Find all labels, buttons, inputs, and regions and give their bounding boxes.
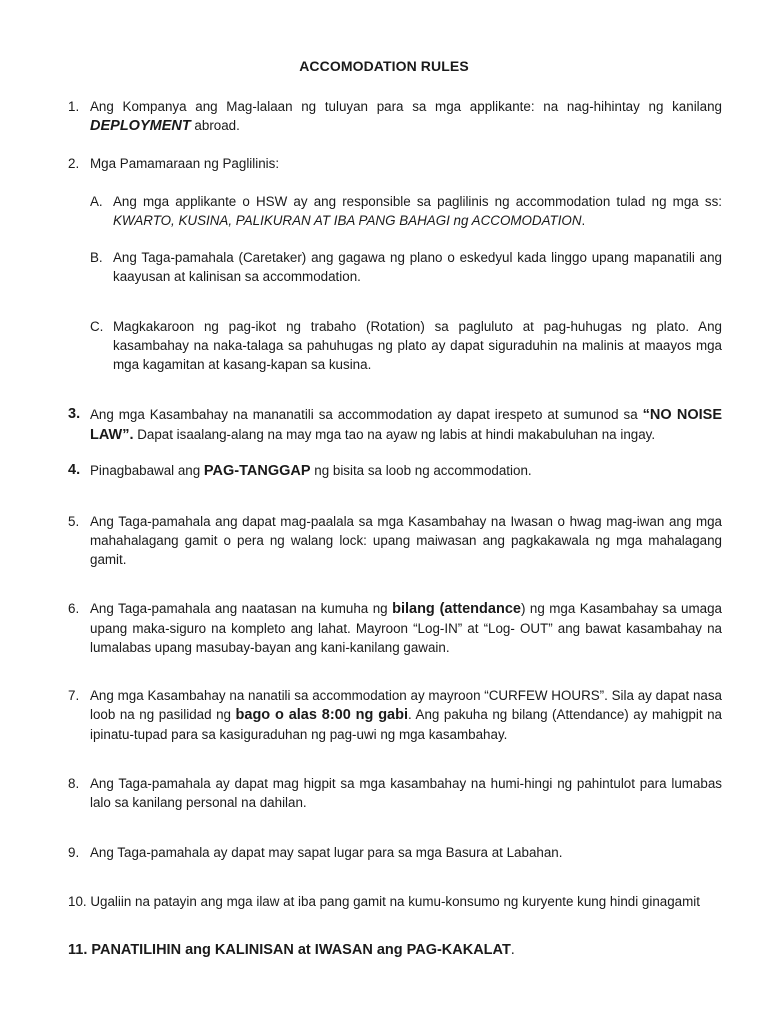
sub-rule-letter: C. [90, 319, 104, 334]
rule-text [90, 843, 722, 862]
emphasis: PAG-TANGGAP [203, 463, 311, 479]
rule-text-part: Mga Pamamaraan ng Paglilinis: [90, 156, 280, 171]
rule-text-part: ) ng mga Kasambahay sa umaga upang maka-siguro na kompleto ang lahat. Mayroon “Log-IN” at “Log- OUT” ang bawat kasambahay na lumalabas upang masubay-bayan ang kani-kanilang gawain. [90, 601, 722, 655]
sub-rule-text [113, 248, 722, 286]
rule-1 [68, 97, 722, 136]
rule-text-part: . [581, 213, 586, 228]
rule-text [90, 97, 722, 136]
rule-text-part: Ang Taga-pamahala (Caretaker) ang gagawa ng plano o eskedyul kada linggo upang mapanatili ang kaayusan at kalinisan sa accommodation. [113, 250, 722, 284]
rule-text-part: Pinagbabawal ang [90, 463, 204, 478]
rule-text-part: Dapat isaalang-alang na may mga tao na ayaw ng labis at hindi makabuluhan na ingay. [133, 427, 656, 442]
emphasis: bago o alas 8:00 ng gabi [235, 707, 409, 723]
rule-11-text: 11. PANATILIHIN ang KALINISAN at IWASAN ang PAG-KAKALAT [68, 942, 511, 958]
rule-3 [68, 405, 722, 445]
emphasis: “NO NOISE LAW”. [90, 407, 723, 443]
rule-text-part: Ang Kompanya ang Mag-lalaan ng tuluyan para sa mga applikante: na nag-hihintay ng kanilang [90, 99, 722, 114]
rule-text-part: Ang Taga-pamahala ang naatasan na kumuha ng [90, 601, 393, 616]
rule-text [90, 599, 722, 657]
rule-number: 4. [68, 462, 81, 478]
rule-10 [68, 892, 728, 911]
rule-text-part: Ang mga Kasambahay na nanatili sa accommodation ay mayroon “CURFEW HOURS”. Sila ay dapat nasa loob na ng pasilidad ng [90, 688, 722, 722]
rule-text-part: Ang Taga-pamahala ay dapat may sapat lugar para sa mga Basura at Labahan. [90, 845, 563, 860]
rule-11-period: . [510, 942, 515, 958]
rule-number: 7. [68, 688, 80, 703]
rule-7 [68, 686, 722, 744]
rule-text [90, 686, 722, 744]
rule-6 [68, 599, 722, 657]
emphasis: bilang (attendance [392, 601, 521, 617]
rule-number: 2. [68, 156, 80, 171]
rule-number: 3. [68, 406, 81, 422]
rule-text-part: ng bisita sa loob ng accommodation. [310, 463, 532, 478]
sub-rule-text [113, 317, 722, 374]
rule-text [90, 461, 722, 481]
rule-text [90, 154, 722, 173]
rule-text-part: Ang mga Kasambahay na mananatili sa accommodation ay dapat irespeto at sumunod sa [90, 407, 643, 422]
rule-number: 8. [68, 776, 80, 791]
rule-text-part: Ugaliin na patayin ang mga ilaw at iba pang gamit na kumu-konsumo ng kuryente kung hindi ginagamit [90, 894, 700, 909]
rule-text-part: Ang Taga-pamahala ang dapat mag-paalala sa mga Kasambahay na Iwasan o hwag mag-iwan ang mga mahahalagang gamit o pera ng walang lock: upang maiwasan ang pagkakawala ng mga mahalagang gamit. [90, 514, 722, 567]
rule-number: 1. [68, 99, 80, 114]
sub-rule-letter: B. [90, 250, 103, 265]
emphasis: KWARTO, KUSINA, PALIKURAN AT IBA PANG BAHAGI ng ACCOMODATION [113, 213, 582, 228]
rule-11 [68, 942, 515, 958]
rule-8 [68, 774, 722, 812]
rule-number: 9. [68, 845, 80, 860]
rule-text-part: Magkakaroon ng pag-ikot ng trabaho (Rotation) sa pagluluto at pag-huhugas ng plato. Ang kasambahay na naka-talaga sa pahuhugas ng plato ay dapat siguraduhin na malinis at maayos mga mga kagamitan at kasang-kapan sa kusina. [113, 319, 722, 372]
rule-number: 10. [68, 894, 87, 909]
rule-text-part: . Ang pakuha ng bilang (Attendance) ay mahigpit na ipinatu-tupad para sa kasiguraduhan ng pag-uwi ng mga kasambahay. [90, 707, 722, 742]
rule-text-part: Ang mga applikante o HSW ay ang responsible sa paglilinis ng accommodation tulad ng mga ss: [113, 194, 722, 209]
rule-5 [68, 512, 722, 569]
rule-number: 6. [68, 601, 80, 616]
rule-number: 5. [68, 514, 80, 529]
rule-text-part: Ang Taga-pamahala ay dapat mag higpit sa mga kasambahay na humi-hingi ng pahintulot para lumabas lalo sa kanilang personal na dahilan. [90, 776, 722, 810]
rule-text [90, 405, 722, 445]
rule-text-part: abroad. [190, 118, 240, 133]
rule-4 [68, 461, 722, 481]
rule-text [90, 512, 722, 569]
rule-2-b [90, 248, 722, 286]
sub-rule-text [113, 192, 722, 230]
rule-text [68, 892, 728, 911]
rule-text [90, 774, 722, 812]
rule-2-a [90, 192, 722, 230]
emphasis: DEPLOYMENT [90, 118, 191, 134]
page-title: ACCOMODATION RULES [299, 58, 469, 74]
rule-2-c [90, 317, 722, 374]
rule-9 [68, 843, 722, 862]
rule-2 [68, 154, 722, 173]
sub-rule-letter: A. [90, 194, 103, 209]
